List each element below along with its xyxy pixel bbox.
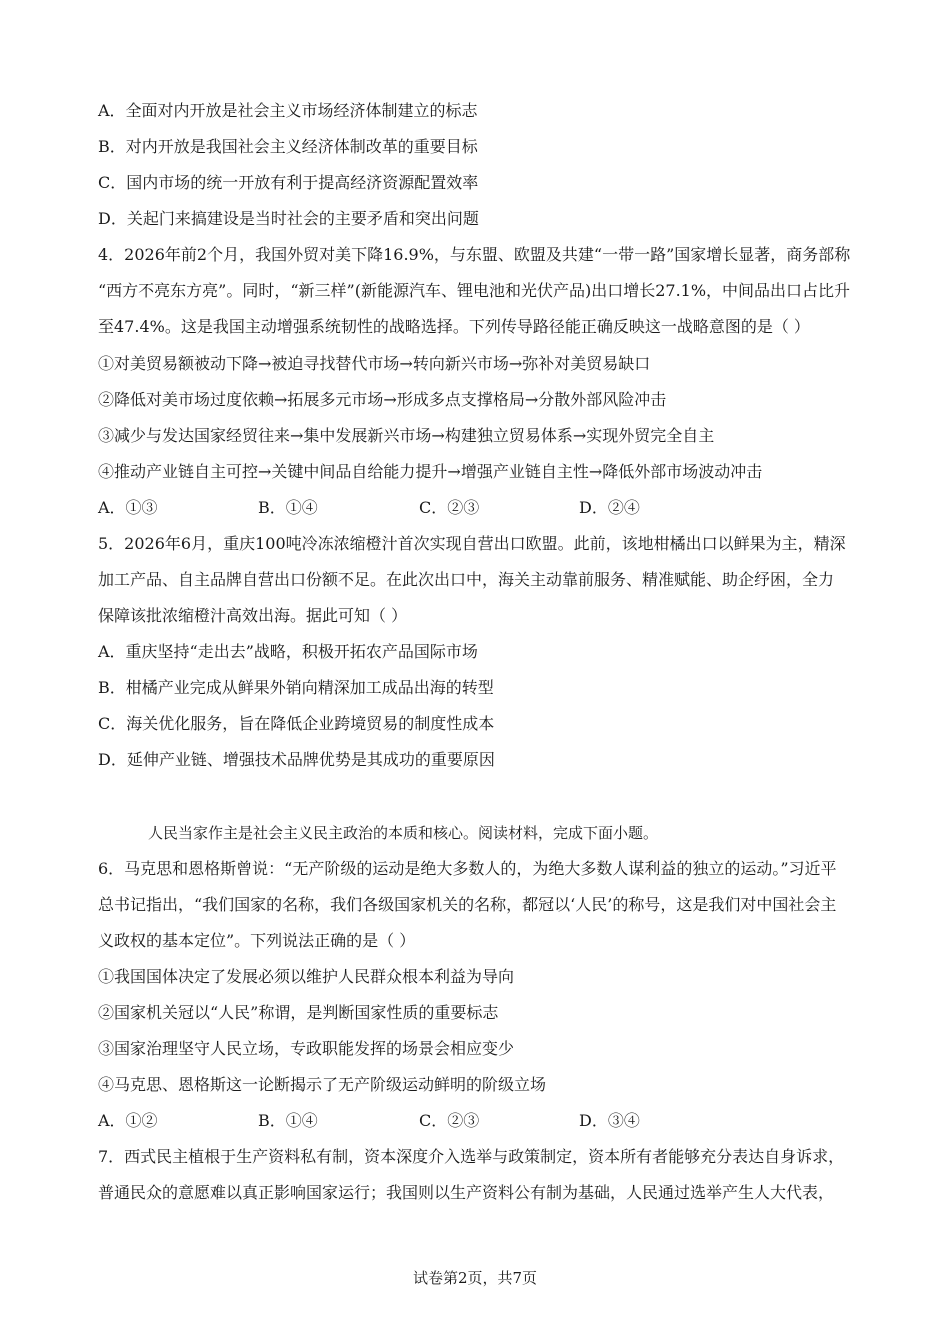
q4-stem-line-1: 4．2026年前2个月，我国外贸对美下降16.9%，与东盟、欧盟及共建“一带一路”国家增长显著，商务部称 xyxy=(98,245,851,264)
q6-choice-c: C．②③ xyxy=(419,1111,480,1130)
q5-option-c: C．海关优化服务，旨在降低企业跨境贸易的制度性成本 xyxy=(98,714,495,733)
q4-item-4: ④推动产业链自主可控→关键中间品自给能力提升→增强产业链自主性→降低外部市场波动冲击 xyxy=(98,462,763,481)
q6-stem-line-3: 义政权的基本定位”。下列说法正确的是（ ） xyxy=(98,931,416,950)
page-footer: 试卷第2页，共7页 xyxy=(412,1269,538,1287)
q4-item-2: ②降低对美市场过度依赖→拓展多元市场→形成多点支撑格局→分散外部风险冲击 xyxy=(98,390,667,409)
q4-choice-a: A．①③ xyxy=(98,498,158,517)
q4-stem-line-2: “西方不亮东方亮”。同时，“新三样”(新能源汽车、锂电池和光伏产品)出口增长27.1%，中间品出口占比升 xyxy=(98,281,851,300)
q6-item-3: ③国家治理坚守人民立场，专政职能发挥的场景会相应变少 xyxy=(98,1039,515,1058)
q6-item-4: ④马克思、恩格斯这一论断揭示了无产阶级运动鲜明的阶级立场 xyxy=(98,1075,547,1094)
q5-option-b: B．柑橘产业完成从鲜果外销向精深加工成品出海的转型 xyxy=(98,678,494,697)
q3-option-c: C．国内市场的统一开放有利于提高经济资源配置效率 xyxy=(98,173,479,192)
q3-option-d: D．关起门来搞建设是当时社会的主要矛盾和突出问题 xyxy=(98,209,479,228)
q6-choice-b: B．①④ xyxy=(258,1111,318,1130)
q5-option-d: D．延伸产业链、增强技术品牌优势是其成功的重要原因 xyxy=(98,750,495,769)
q6-stem-line-2: 总书记指出，“我们国家的名称，我们各级国家机关的名称，都冠以‘人民’的称号，这是我们对中国社会主 xyxy=(98,895,837,914)
q4-item-1: ①对美贸易额被动下降→被迫寻找替代市场→转向新兴市场→弥补对美贸易缺口 xyxy=(98,354,651,373)
q4-item-3: ③减少与发达国家经贸往来→集中发展新兴市场→构建独立贸易体系→实现外贸完全自主 xyxy=(98,426,715,445)
q5-option-a: A．重庆坚持“走出去”战略，积极开拓农产品国际市场 xyxy=(98,642,478,661)
q5-stem-line-2: 加工产品、自主品牌自营出口份额不足。在此次出口中，海关主动靠前服务、精准赋能、助企纾困，全力 xyxy=(98,570,835,589)
q7-stem-line-2: 普通民众的意愿难以真正影响国家运行；我国则以生产资料公有制为基础，人民通过选举产生人大代表， xyxy=(98,1183,835,1202)
q4-choice-d: D．②④ xyxy=(579,498,640,517)
q6-item-2: ②国家机关冠以“人民”称谓，是判断国家性质的重要标志 xyxy=(98,1003,499,1022)
q3-option-a: A．全面对内开放是社会主义市场经济体制建立的标志 xyxy=(98,101,478,120)
q3-option-b: B．对内开放是我国社会主义经济体制改革的重要目标 xyxy=(98,137,478,156)
q6-item-1: ①我国国体决定了发展必须以维护人民群众根本利益为导向 xyxy=(98,967,515,986)
q4-choice-c: C．②③ xyxy=(419,498,480,517)
q5-stem-line-1: 5．2026年6月，重庆100吨冷冻浓缩橙汁首次实现自营出口欧盟。此前，该地柑橘出口以鲜果为主，精深 xyxy=(98,534,846,553)
q5-stem-line-3: 保障该批浓缩橙汁高效出海。据此可知（ ） xyxy=(98,606,408,625)
q6-choice-d: D．③④ xyxy=(579,1111,640,1130)
q6-choice-a: A．①② xyxy=(98,1111,158,1130)
material-intro: 人民当家作主是社会主义民主政治的本质和核心。阅读材料，完成下面小题。 xyxy=(148,824,659,842)
q7-stem-line-1: 7．西式民主植根于生产资料私有制，资本深度介入选举与政策制定，资本所有者能够充分表达自身诉求， xyxy=(98,1147,845,1166)
q4-choice-b: B．①④ xyxy=(258,498,318,517)
q4-stem-line-3: 至47.4%。这是我国主动增强系统韧性的战略选择。下列传导路径能正确反映这一战略意图的是（ ） xyxy=(98,317,810,336)
q6-stem-line-1: 6．马克思和恩格斯曾说：“无产阶级的运动是绝大多数人的，为绝大多数人谋利益的独立的运动。”习近平 xyxy=(98,859,837,878)
